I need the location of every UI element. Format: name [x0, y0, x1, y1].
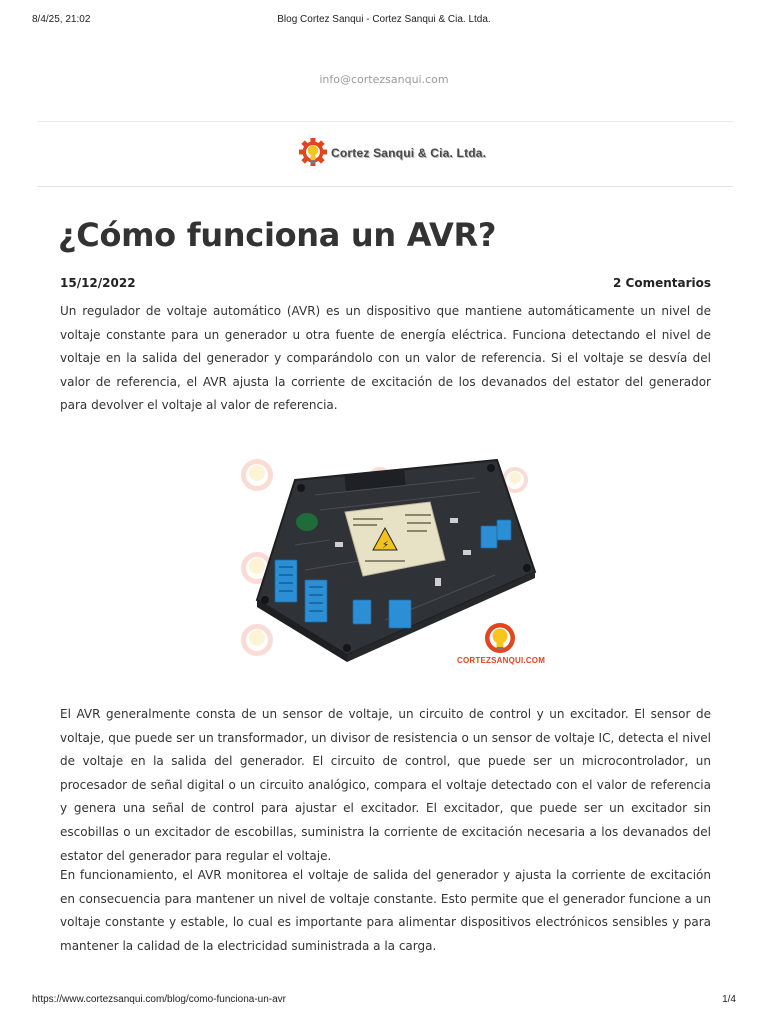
print-datetime: 8/4/25, 21:02 [32, 14, 91, 25]
svg-text:⚡: ⚡ [382, 540, 390, 551]
avr-board-image [235, 450, 546, 678]
brand-name: Cortez Sanqui & Cia. Ltda. [331, 146, 487, 160]
comments-link[interactable]: 2 Comentarios [612, 276, 711, 290]
avr-board-illustration [235, 450, 540, 678]
article-paragraph-1: Un regulador de voltaje automático (AVR) es un dispositivo que mantiene automáticamente un nivel de voltaje constante para un generador u otra fuente de energía eléctrica. Funciona detectando el nivel de voltaje en la salida del generador y comparándolo con un valor de referencia. Si el voltaje se desvía del valor de referencia, el AVR ajusta la corriente de excitación de los devanados del estator del generador para devolver el voltaje al valor de referencia. [60, 304, 711, 413]
article-title: ¿Cómo funciona un AVR? [58, 216, 497, 254]
print-page-url: https://www.cortezsanqui.com/blog/como-funciona-un-avr [32, 994, 287, 1005]
article-paragraph-2: El AVR generalmente consta de un sensor de voltaje, un circuito de control y un excitador. El sensor de voltaje, que puede ser un transformador, un divisor de resistencia o un sensor de voltaje IC, detecta el nivel de voltaje en la salida del generador. El circuito de control, que puede ser un microcontrolador, un procesador de señal digital o un circuito analógico, compara el voltaje detectado con el valor de referencia y genera una señal de control para ajustar el excitador. El excitador, que puede ser un excitador sin escobillas o un excitador de escobillas, suministra la corriente de excitación necesaria a los devanados del estator del generador para regular el voltaje. [60, 707, 711, 863]
gear-bulb-logo-icon [299, 138, 327, 168]
site-header [37, 121, 733, 187]
print-page-number: 1/4 [722, 994, 736, 1005]
email-link[interactable]: info@cortezsanqui.com [319, 73, 449, 86]
print-page-title: Blog Cortez Sanqui - Cortez Sanqui & Cia. Ltda. [277, 14, 491, 25]
article-paragraph-3: En funcionamiento, el AVR monitorea el voltaje de salida del generador y ajusta la corriente de excitación en consecuencia para mantener un nivel de voltaje constante. Esto permite que el generador funcione a un voltaje constante y estable, lo cual es importante para alimentar dispositivos electrónicos sensibles y para mantener la calidad de la electricidad suministrada a la carga. [60, 868, 711, 953]
print-header [0, 14, 768, 28]
article-date: 15/12/2022 [60, 276, 136, 290]
image-watermark-text: CORTEZSANQUI.COM [457, 656, 546, 665]
site-logo[interactable] [299, 137, 486, 169]
